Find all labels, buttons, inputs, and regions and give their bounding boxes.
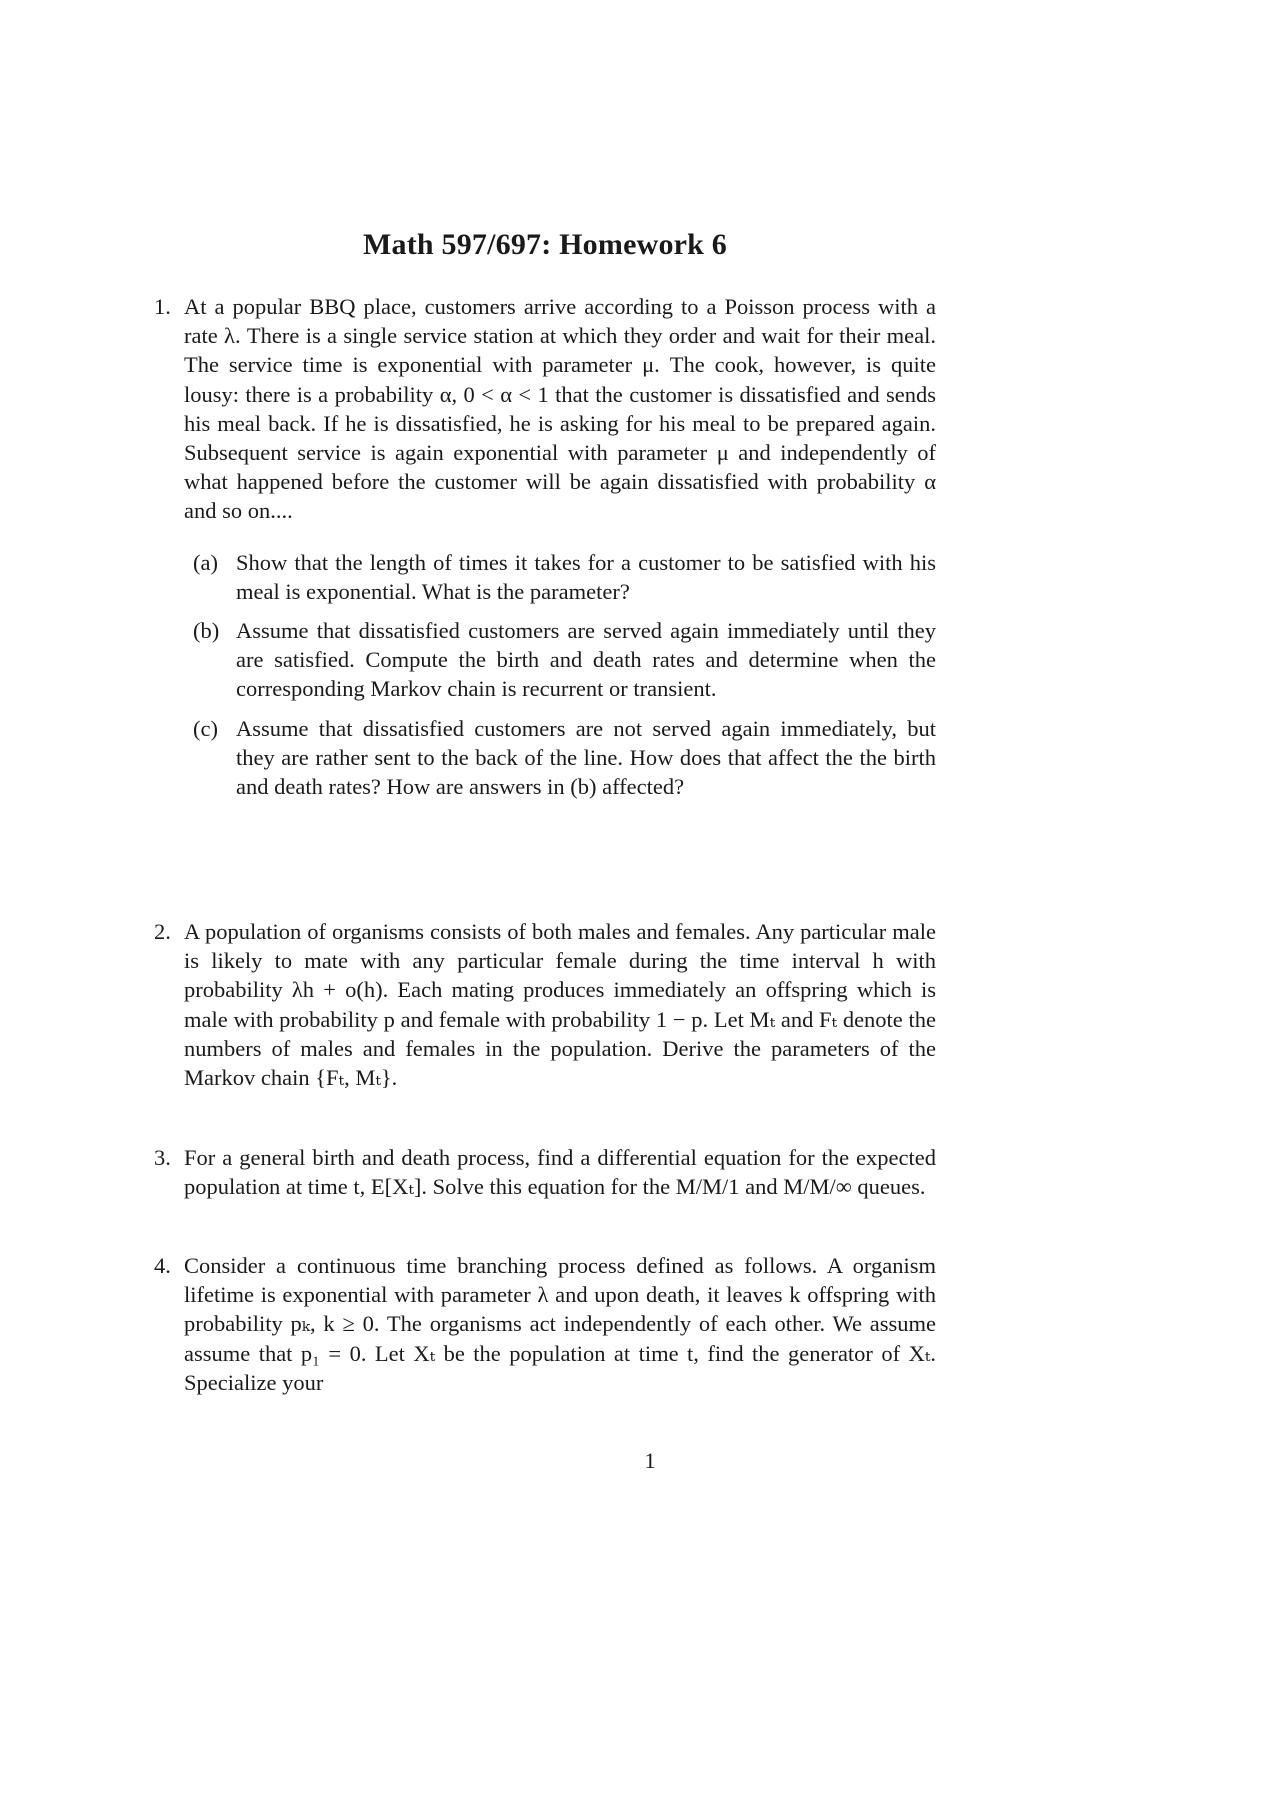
problem-number: 1.	[154, 294, 171, 319]
subpart-label: (a)	[193, 549, 218, 575]
problem-1	[154, 292, 936, 811]
subpart-a	[193, 548, 936, 606]
subpart-label: (b)	[193, 618, 220, 644]
problem-text: For a general birth and death process, find a differential equation for the expected population at time t, E[Xₜ]. Solve this equation for the M/M/1 and M/M/∞ queues.	[184, 1145, 936, 1200]
problem-1-parts	[193, 548, 936, 802]
subpart-text: Assume that dissatisfied customers are served again immediately until they are satisfied. Compute the birth and death rates and determine when the corresponding Markov chain is recurrent or transient.	[236, 618, 936, 702]
problem-text: At a popular BBQ place, customers arrive according to a Poisson process with a rate λ. There is a single service station at which they order and wait for their meal. The service time is exponential with parameter μ. The cook, however, is quite lousy: there is a probability α, 0 < α < 1 that the customer is dissatisfied and sends his meal back. If he is dissatisfied, he is asking for his meal to be prepared again. Subsequent service is again exponential with parameter μ and independently of what happened before the customer will be again dissatisfied with probability α and so on....	[184, 294, 936, 524]
problem-number: 2.	[154, 919, 171, 944]
problem-number: 3.	[154, 1145, 171, 1170]
problem-2	[154, 917, 936, 1092]
subpart-text: Assume that dissatisfied customers are not served again immediately, but they are rather sent to the back of the line. How does that affect the the birth and death rates? How are answers in (b) affected?	[236, 715, 936, 800]
problem-4	[154, 1251, 936, 1397]
subpart-text: Show that the length of times it takes for a customer to be satisfied with his meal is exponential. What is the parameter?	[236, 549, 936, 604]
problem-text: Consider a continuous time branching process defined as follows. A organism lifetime is exponential with parameter λ and upon death, it leaves k offspring with probability pₖ, k ≥ 0. The organisms act independently of each other. We assume assume that p₁ = 0. Let Xₜ be the population at time t, find the generator of Xₜ. Specialize your	[184, 1253, 936, 1395]
problem-text: A population of organisms consists of both males and females. Any particular male is likely to mate with any particular female during the time interval h with probability λh + o(h). Each mating produces immediately an offspring which is male with probability p and female with probability 1 − p. Let Mₜ and Fₜ denote the numbers of males and females in the population. Derive the parameters of the Markov chain {Fₜ, Mₜ}.	[184, 919, 936, 1091]
subpart-b	[193, 616, 936, 704]
subpart-c	[193, 714, 936, 802]
page-number: 1	[644, 1448, 656, 1473]
page-title: Math 597/697: Homework 6	[363, 228, 727, 261]
subpart-label: (c)	[193, 715, 218, 741]
problem-number: 4.	[154, 1253, 171, 1278]
problem-3	[154, 1143, 936, 1201]
